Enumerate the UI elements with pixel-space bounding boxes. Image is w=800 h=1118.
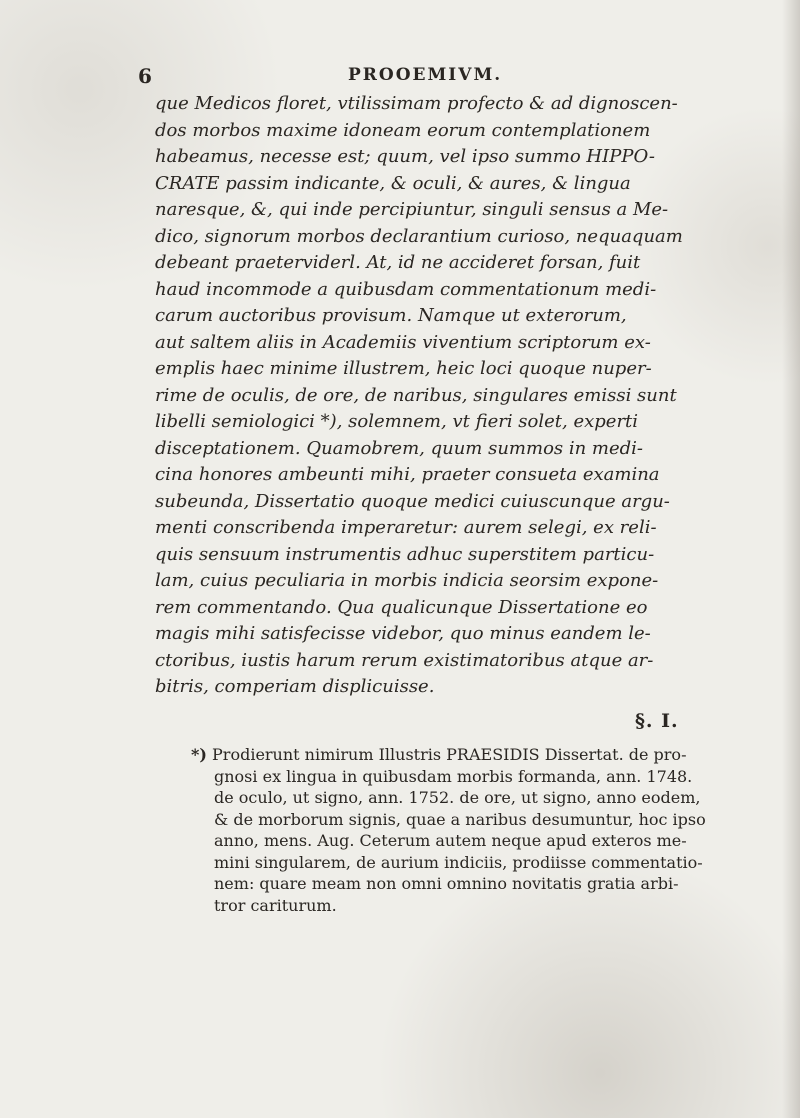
section-mark: §. I. (635, 710, 679, 732)
body-line: magis mihi satisfecisse videbor, quo minus eandem le- (155, 623, 651, 644)
body-line: que Medicos floret, vtilissimam profecto & ad dignoscen- (155, 93, 678, 114)
body-line: naresque, &, qui inde percipiuntur, singuli sensus a Me- (155, 199, 669, 220)
footnote-line: & de morborum signis, quae a naribus desumuntur, hoc ipso (214, 809, 706, 829)
body-line: cina honores ambeunti mihi, praeter consueta examina (155, 464, 660, 485)
body-line: disceptationem. Quamobrem, quum summos in medi- (155, 437, 644, 459)
body-line: emplis haec minime illustrem, heic loci quoque nuper- (155, 358, 652, 379)
page-number: 6 (138, 64, 153, 88)
footnote-line: nem: quare meam non omni omnino novitatis gratia arbi- (214, 874, 679, 893)
body-line: dico, signorum morbos declarantium curioso, nequaquam (155, 225, 683, 247)
body-line: ctoribus, iustis harum rerum existimatoribus atque ar- (155, 649, 654, 671)
page-header (138, 64, 698, 90)
footnote-line: anno, mens. Aug. Ceterum autem neque apud exteros me- (214, 831, 687, 850)
body-line: libelli semiologici *), solemnem, vt fieri solet, experti (155, 411, 639, 432)
page-edge-shadow (782, 0, 800, 1118)
body-line: subeunda, Dissertatio quoque medici cuiuscunque argu- (155, 490, 670, 512)
footnote-line: tror cariturum. (214, 895, 337, 915)
body-line: lam, cuius peculiaria in morbis indicia seorsim expone- (155, 570, 659, 591)
body-line: debeant praeterviderl. At, id ne accideret forsan, fuit (155, 252, 641, 273)
body-line: haud incommode a quibusdam commentationum medi- (155, 278, 657, 300)
body-line: carum auctoribus provisum. Namque ut exterorum, (155, 305, 627, 326)
footnote-marker: *) (191, 745, 207, 764)
body-line: menti conscribenda imperaretur: aurem selegi, ex reli- (155, 517, 657, 538)
body-line: bitris, comperiam displicuisse. (155, 676, 435, 697)
footnote-line: de oculo, ut signo, ann. 1752. de ore, ut signo, anno eodem, (214, 788, 701, 807)
main-text-block (155, 91, 735, 701)
running-head: PROOEMIVM. (348, 65, 503, 85)
footnote-line: gnosi ex lingua in quibusdam morbis formanda, ann. 1748. (214, 766, 693, 786)
body-line: rem commentando. Qua qualicunque Dissertatione eo (155, 596, 648, 618)
body-line: aut saltem aliis in Academiis viventium scriptorum ex- (155, 331, 651, 353)
body-line: quis sensuum instrumentis adhuc superstitem particu- (155, 543, 655, 565)
footnote (191, 744, 761, 916)
footnote-line (191, 744, 761, 766)
body-line: rime de oculis, de ore, de naribus, singulares emissi sunt (155, 384, 677, 406)
body-line: habeamus, necesse est; quum, vel ipso summo HIPPO- (155, 146, 655, 167)
body-line: CRATE passim indicante, & oculi, & aures, & lingua (155, 172, 631, 194)
footnote-line: mini singularem, de aurium indiciis, prodiisse commentatio- (214, 852, 703, 872)
footnote-line-text: Prodierunt nimirum Illustris PRAESIDIS Dissertat. de pro- (212, 745, 687, 764)
body-line: dos morbos maxime idoneam eorum contemplationem (155, 119, 651, 141)
